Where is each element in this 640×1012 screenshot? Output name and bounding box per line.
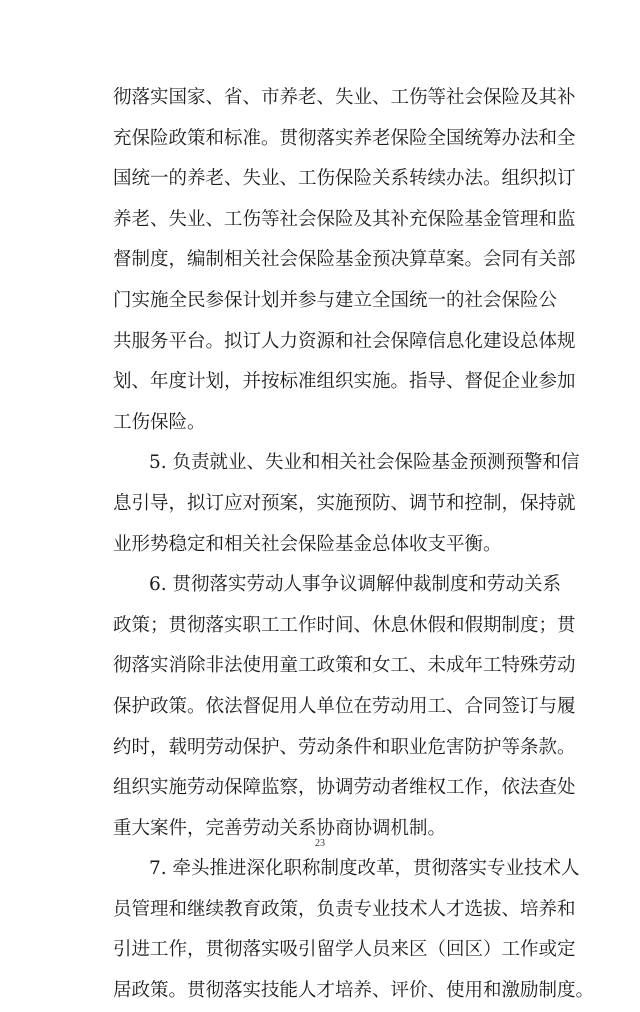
paragraph-7-start: 7. 牵头推进深化职称制度改革，贯彻落实专业技术人 [149,858,580,880]
text-line: 国统一的养老、失业、工伤保险关系转续办法。组织拟订 [113,168,576,190]
text-line: 彻落实消除非法使用童工政策和女工、未成年工特殊劳动 [113,655,576,677]
text-line: 保护政策。依法督促用人单位在劳动用工、合同签订与履 [113,695,576,717]
text-line: 门实施全民参保计划并参与建立全国统一的社会保险公 [113,289,558,311]
text-line: 彻落实国家、省、市养老、失业、工伤等社会保险及其补 [113,87,576,108]
text-line: 督制度，编制相关社会保险基金预决算草案。会同有关部 [113,249,576,271]
text-line: 工伤保险。 [113,411,206,433]
text-line: 员管理和继续教育政策，负责专业技术人才选拔、培养和 [113,898,576,920]
text-line: 业形势稳定和相关社会保险基金总体收支平衡。 [113,533,502,555]
paragraph-6-start: 6. 贯彻落实劳动人事争议调解仲裁制度和劳动关系 [149,574,562,596]
body-text [113,78,595,1012]
text-line: 划、年度计划，并按标准组织实施。指导、督促企业参加 [113,371,576,393]
text-line: 重大案件，完善劳动关系协商协调机制。 [113,817,447,839]
text-line: 居政策。贯彻落实技能人才培养、评价、使用和激励制度。 [113,980,595,1002]
text-line: 组织实施劳动保障监察，协调劳动者维权工作，依法查处 [113,777,576,799]
text-line: 充保险政策和标准。贯彻落实养老保险全国统筹办法和全 [113,127,576,149]
page-number: 23 [315,838,325,849]
text-line: 息引导，拟订应对预案，实施预防、调节和控制，保持就 [113,492,576,514]
text-line: 约时，载明劳动保护、劳动条件和职业危害防护等条款。 [113,736,576,758]
text-line: 政策；贯彻落实职工工作时间、休息休假和假期制度；贯 [113,614,576,636]
text-line: 共服务平台。拟订人力资源和社会保障信息化建设总体规 [113,330,576,352]
text-line: 养老、失业、工伤等社会保险及其补充保险基金管理和监 [113,208,576,230]
paragraph-5-start: 5. 负责就业、失业和相关社会保险基金预测预警和信 [149,452,580,474]
text-line: 引进工作，贯彻落实吸引留学人员来区（回区）工作或定 [113,939,576,961]
